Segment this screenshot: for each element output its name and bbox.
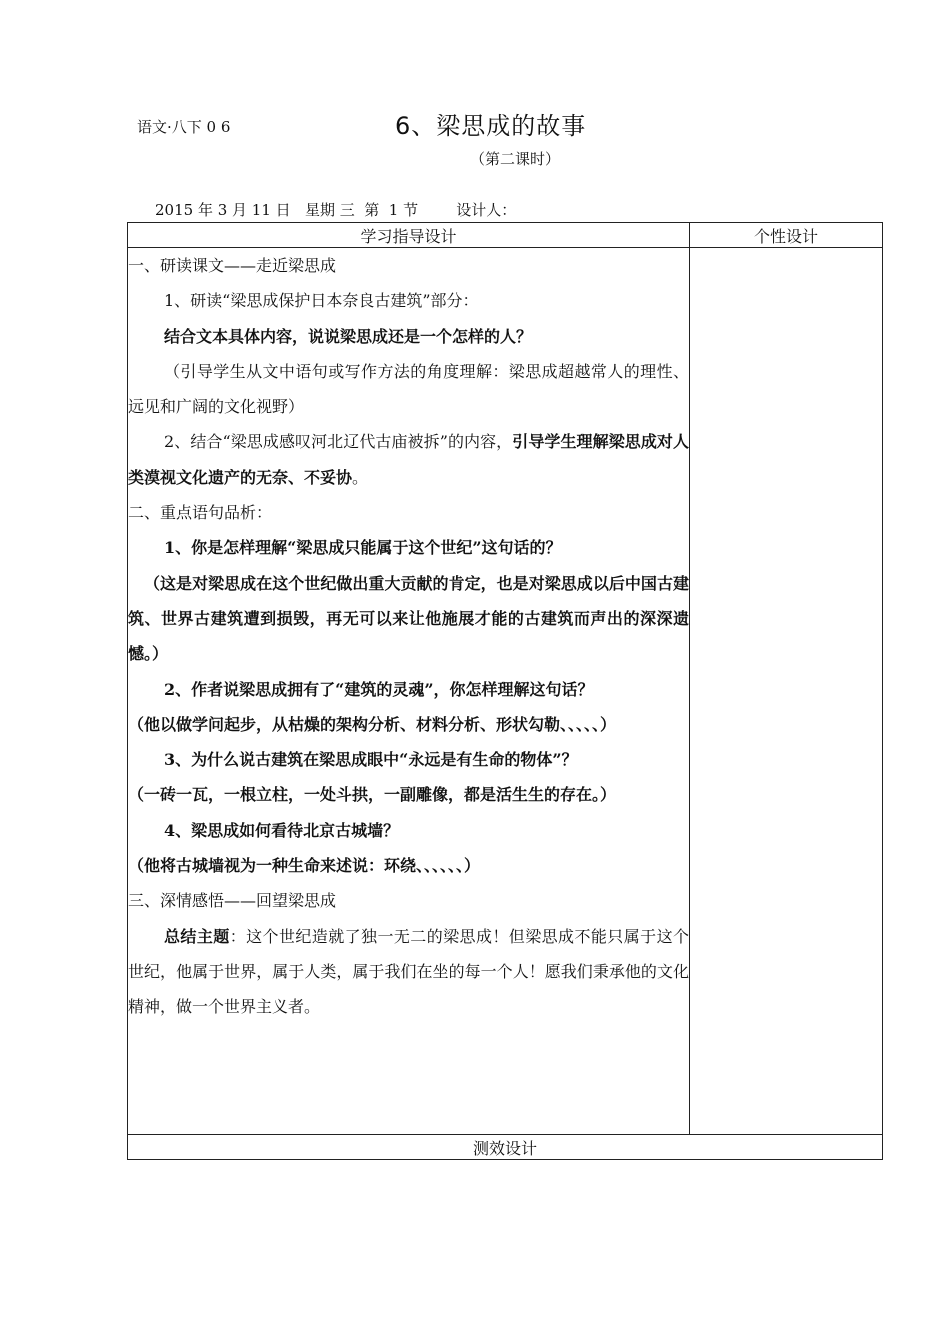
course-code: 语文·八下 0 6 bbox=[137, 118, 231, 136]
guide-design-cell bbox=[128, 248, 690, 1135]
lesson-session: （第二课时） bbox=[470, 150, 561, 168]
question-1: 1、你是怎样理解“梁思成只能属于这个世纪”这句话的？ bbox=[164, 538, 562, 558]
test-design-header: 测效设计 bbox=[128, 1135, 883, 1160]
item-1-2 bbox=[128, 424, 689, 495]
question-4: 4、梁思成如何看待北京古城墙？ bbox=[164, 820, 400, 840]
question-3: 3、为什么说古建筑在梁思成眼中“永远是有生命的物体”？ bbox=[164, 750, 578, 770]
section-2-title: 二、重点语句品析： bbox=[128, 503, 273, 523]
item-1-2-bold: 引导学生理解梁思成对人类漠视文化遗产的无奈、不妥协 bbox=[128, 432, 689, 487]
lesson-title: 6、梁思成的故事 bbox=[395, 112, 587, 140]
answer-3: （一砖一瓦，一根立柱，一处斗拱，一副雕像，都是活生生的存在。） bbox=[128, 785, 617, 805]
item-1-2-text: 2、结合“梁思成感叹河北辽代古庙被拆”的内容， bbox=[164, 432, 513, 452]
item-1-2-end: 。 bbox=[352, 467, 369, 487]
column-header-custom: 个性设计 bbox=[690, 223, 883, 248]
lesson-plan-table bbox=[127, 222, 883, 1160]
item-1-1-question: 结合文本具体内容，说说梁思成还是一个怎样的人？ bbox=[164, 326, 533, 346]
question-2: 2、作者说梁思成拥有了“建筑的灵魂”，你怎样理解这句话？ bbox=[164, 679, 594, 699]
item-1-1-note: （引导学生从文中语句或写作方法的角度理解：梁思成超越常人的理性、远见和广阔的文化视野） bbox=[128, 361, 689, 417]
section-1-title: 一、研读课文——走近梁思成 bbox=[128, 256, 337, 275]
summary-paragraph bbox=[128, 919, 689, 1025]
answer-2: （他以做学问起步，从枯燥的架构分析、材料分析、形状勾勒、、、、、） bbox=[128, 714, 617, 734]
summary-text: ：这个世纪造就了独一无二的梁思成！但梁思成不能只属于这个世纪，他属于世界，属于人类，属于我们在坐的每一个人！愿我们秉承他的文化精神，做一个世界主义者。 bbox=[128, 926, 689, 1017]
section-3-title: 三、深情感悟——回望梁思成 bbox=[128, 891, 337, 911]
summary-label: 总结主题 bbox=[164, 926, 230, 946]
column-header-guide: 学习指导设计 bbox=[128, 223, 690, 248]
item-1-1: 1、研读“梁思成保护日本奈良古建筑”部分： bbox=[164, 291, 479, 311]
answer-4: （他将古城墙视为一种生命来述说：环绕、、、、、、） bbox=[128, 856, 481, 876]
answer-1: （这是对梁思成在这个世纪做出重大贡献的肯定，也是对梁思成以后中国古建筑、世界古建筑遭到损毁，再无可以来让他施展才能的古建筑而声出的深深遗憾。） bbox=[128, 573, 689, 664]
date-period-designer-line: 2015 年 3 月 11 日 星期 三 第 1 节 设计人： bbox=[155, 201, 517, 219]
custom-design-cell bbox=[690, 248, 883, 1135]
